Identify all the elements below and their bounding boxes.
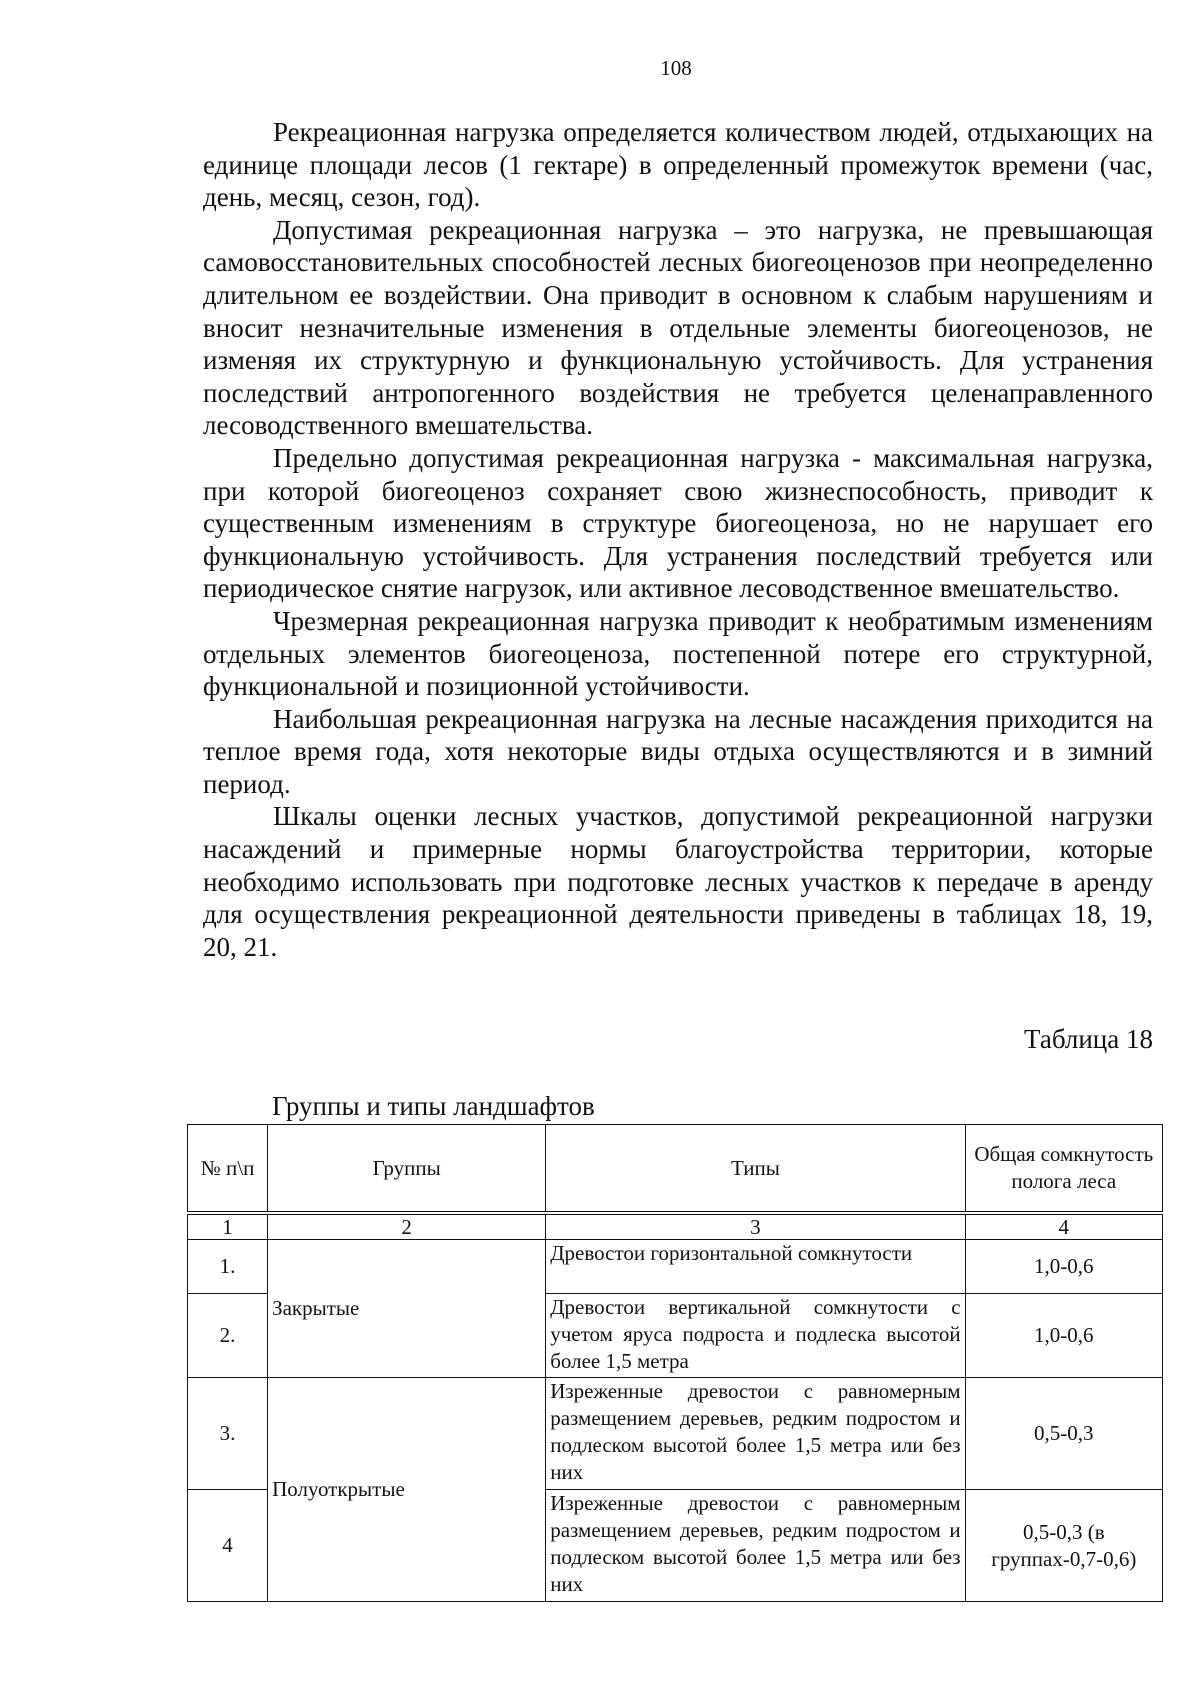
paragraph: Чрезмерная рекреационная нагрузка приводит к необратимым изменениям отдельных элементов биогеоценоза, постепенной потере его структурной, функциональной и позиционной устойчивости. bbox=[203, 605, 1153, 702]
column-number: 3 bbox=[546, 1213, 965, 1240]
row-type: Изреженные древостои с равномерным размещением деревьев, редким подростом и подлеском высотой более 1,5 метра или без них bbox=[546, 1490, 965, 1602]
table-label: Таблица 18 bbox=[1024, 1024, 1153, 1054]
row-num: 2. bbox=[188, 1294, 268, 1378]
paragraph: Шкалы оценки лесных участков, допустимой рекреационной нагрузки насаждений и примерные нормы благоустройства территории, которые необходимо использовать при подготовке лесных участков к передаче в аренду для осуществления рекреационной деятельности приведены в таблицах 18, 19, 20, 21. bbox=[203, 801, 1153, 962]
body-text bbox=[203, 116, 1153, 963]
table-row bbox=[188, 1240, 1163, 1294]
row-num: 4 bbox=[188, 1490, 268, 1602]
group-semi-open: Полуоткрытые bbox=[268, 1378, 546, 1602]
table-title: Группы и типы ландшафтов bbox=[272, 1091, 595, 1121]
column-number: 4 bbox=[965, 1213, 1162, 1240]
header-num: № п\п bbox=[188, 1125, 268, 1214]
paragraph: Допустимая рекреационная нагрузка – это нагрузка, не превышающая самовосстановительных способностей лесных биогеоценозов при неопределенно длительном ее воздействии. Она приводит в основном к слабым нарушениям и вносит незначительные изменения в отдельные элементы биогеоценозов, не изменяя их структурную и функциональную устойчивость. Для устранения последствий антропогенного воздействия не требуется целенаправленного лесоводственного вмешательства. bbox=[203, 214, 1153, 441]
header-groups: Группы bbox=[268, 1125, 546, 1214]
row-type: Древостои вертикальной сомкнутости с учетом яруса подроста и подлеска высотой более 1,5 метра bbox=[546, 1294, 965, 1378]
table-header-row bbox=[188, 1125, 1163, 1214]
row-closure: 1,0-0,6 bbox=[965, 1240, 1162, 1294]
row-num: 3. bbox=[188, 1378, 268, 1490]
column-number-row bbox=[188, 1213, 1163, 1240]
row-type: Изреженные древостои с равномерным размещением деревьев, редким подростом и подлеском высотой более 1,5 метра или без них bbox=[546, 1378, 965, 1490]
row-closure: 1,0-0,6 bbox=[965, 1294, 1162, 1378]
group-closed: Закрытые bbox=[268, 1240, 546, 1378]
column-number: 2 bbox=[268, 1213, 546, 1240]
row-closure: 0,5-0,3 (в группах-0,7-0,6) bbox=[965, 1490, 1162, 1602]
paragraph: Рекреационная нагрузка определяется количеством людей, отдыхающих на единице площади лесов (1 гектаре) в определенный промежуток времени (час, день, месяц, сезон, год). bbox=[203, 117, 1153, 213]
row-num: 1. bbox=[188, 1240, 268, 1294]
row-type: Древостои горизонтальной сомкнутости bbox=[546, 1240, 965, 1294]
page-number: 108 bbox=[660, 56, 692, 80]
paragraph: Наибольшая рекреационная нагрузка на лесные насаждения приходится на теплое время года, хотя некоторые виды отдыха осуществляются и в зимний период. bbox=[203, 703, 1153, 799]
paragraph: Предельно допустимая рекреационная нагрузка - максимальная нагрузка, при которой биогеоценоз сохраняет свою жизнеспособность, приводит к существенным изменениям в структуре биогеоценоза, но не нарушает его функциональную устойчивость. Для устранения последствий требуется или периодическое снятие нагрузок, или активное лесоводственное вмешательство. bbox=[203, 442, 1153, 604]
header-types: Типы bbox=[546, 1125, 965, 1214]
header-closure: Общая сомкнутость полога леса bbox=[965, 1125, 1162, 1214]
table-row bbox=[188, 1378, 1163, 1490]
column-number: 1 bbox=[188, 1213, 268, 1240]
row-closure: 0,5-0,3 bbox=[965, 1378, 1162, 1490]
landscape-table bbox=[187, 1124, 1163, 1602]
